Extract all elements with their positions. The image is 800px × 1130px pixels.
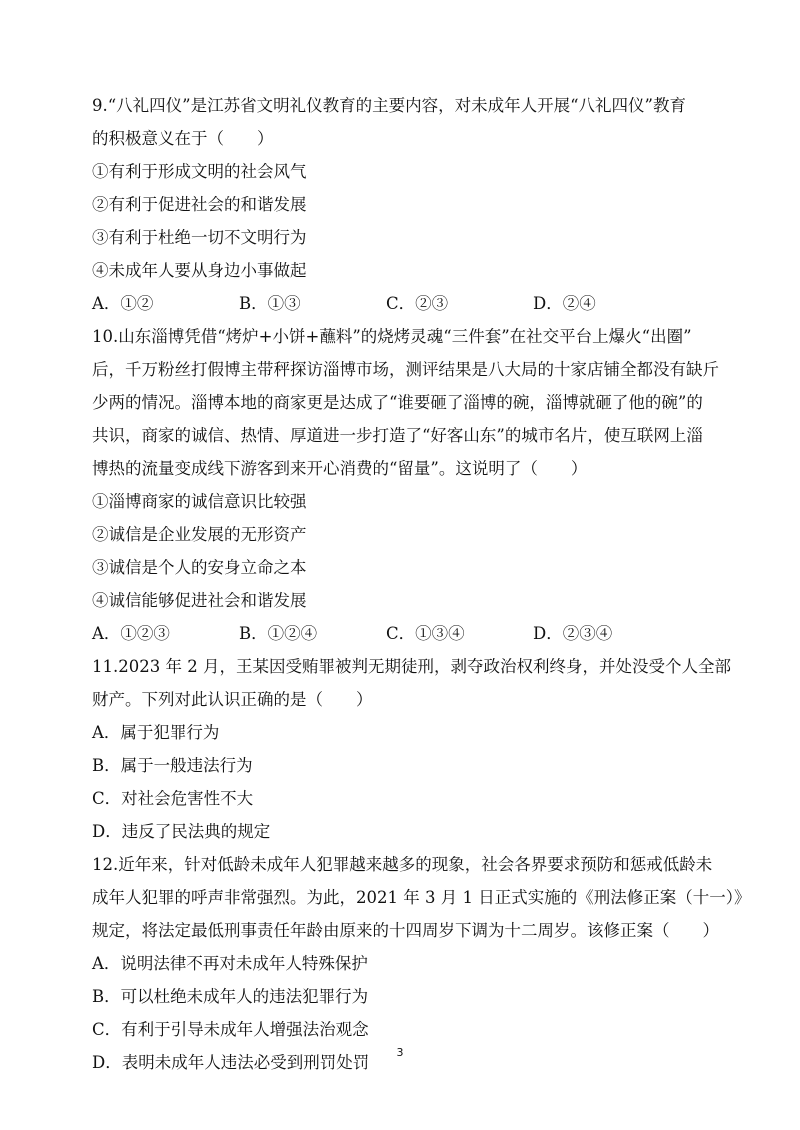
question-12	[92, 853, 751, 1074]
question-10	[92, 325, 717, 645]
stem-line: 11.2023 年 2 月，王某因受贿罪被判无期徒刑，剥夺政治权利终身，并处没受个人全部	[92, 657, 731, 676]
statement: ①淄博商家的诚信意识比较强	[92, 492, 307, 511]
statement: ③有利于杜绝一切不文明行为	[92, 228, 307, 247]
option-a: A．①②	[92, 294, 154, 313]
statement: ④未成年人要从身边小事做起	[92, 261, 307, 280]
statement: ④诚信能够促进社会和谐发展	[92, 591, 307, 610]
page-number: 3	[396, 1046, 404, 1059]
question-stem	[92, 853, 751, 942]
question-9	[92, 94, 717, 315]
stem-line: 博热的流量变成线下游客到来开心消费的“留量”。这说明了（ ）	[92, 459, 588, 478]
stem-line: 9.“八礼四仪”是江苏省文明礼仪教育的主要内容，对未成年人开展“八礼四仪”教育	[92, 96, 686, 115]
choice-c: C．有利于引导未成年人增强法治观念	[92, 1020, 369, 1039]
choice-c: C．对社会危害性不大	[92, 789, 254, 808]
option-c: C．①③④	[386, 624, 465, 643]
option-b: B．①③	[239, 294, 301, 313]
choice-b: B．属于一般违法行为	[92, 756, 253, 775]
stem-line: 10.山东淄博凭借“烤炉+小饼+蘸料”的烧烤灵魂“三件套”在社交平台上爆火“出圈”	[92, 327, 692, 346]
options-row	[92, 292, 717, 315]
choice-d: D．违反了民法典的规定	[92, 822, 271, 841]
page-content	[92, 94, 751, 1084]
option-a: A．①②③	[92, 624, 170, 643]
stem-line: 后，千万粉丝打假博主带秤探访淄博市场，测评结果是八大局的十家店铺全都没有缺斤	[92, 360, 719, 379]
question-stem	[92, 325, 717, 480]
stem-line: 共识，商家的诚信、热情、厚道进一步打造了“好客山东”的城市名片，使互联网上淄	[92, 426, 703, 445]
question-stem	[92, 655, 731, 711]
choice-d: D．表明未成年人违法必受到刑罚处罚	[92, 1053, 370, 1072]
statement: ①有利于形成文明的社会风气	[92, 162, 307, 181]
stem-line: 成年人犯罪的呼声非常强烈。为此，2021 年 3 月 1 日正式实施的《刑法修正案（十一）》	[92, 888, 751, 907]
stem-line: 规定，将法定最低刑事责任年龄由原来的十四周岁下调为十二周岁。该修正案（ ）	[92, 921, 719, 940]
question-stem	[92, 94, 717, 150]
option-d: D．②③④	[533, 624, 613, 643]
choice-a: A．属于犯罪行为	[92, 723, 220, 742]
stem-line: 财产。下列对此认识正确的是（ ）	[92, 690, 373, 709]
question-11	[92, 655, 731, 843]
options-row	[92, 622, 717, 645]
choice-a: A．说明法律不再对未成年人特殊保护	[92, 954, 368, 973]
stem-line: 少两的情况。淄博本地的商家更是达成了“谁要砸了淄博的碗，淄博就砸了他的碗”的	[92, 393, 703, 412]
option-c: C．②③	[386, 294, 449, 313]
stem-line: 的积极意义在于（ ）	[92, 129, 274, 148]
statement: ②诚信是企业发展的无形资产	[92, 525, 307, 544]
stem-line: 12.近年来，针对低龄未成年人犯罪越来越多的现象，社会各界要求预防和惩戒低龄未	[92, 855, 713, 874]
statement: ③诚信是个人的安身立命之本	[92, 558, 307, 577]
statement: ②有利于促进社会的和谐发展	[92, 195, 307, 214]
option-d: D．②④	[533, 294, 596, 313]
choice-b: B．可以杜绝未成年人的违法犯罪行为	[92, 987, 369, 1006]
option-b: B．①②④	[239, 624, 318, 643]
